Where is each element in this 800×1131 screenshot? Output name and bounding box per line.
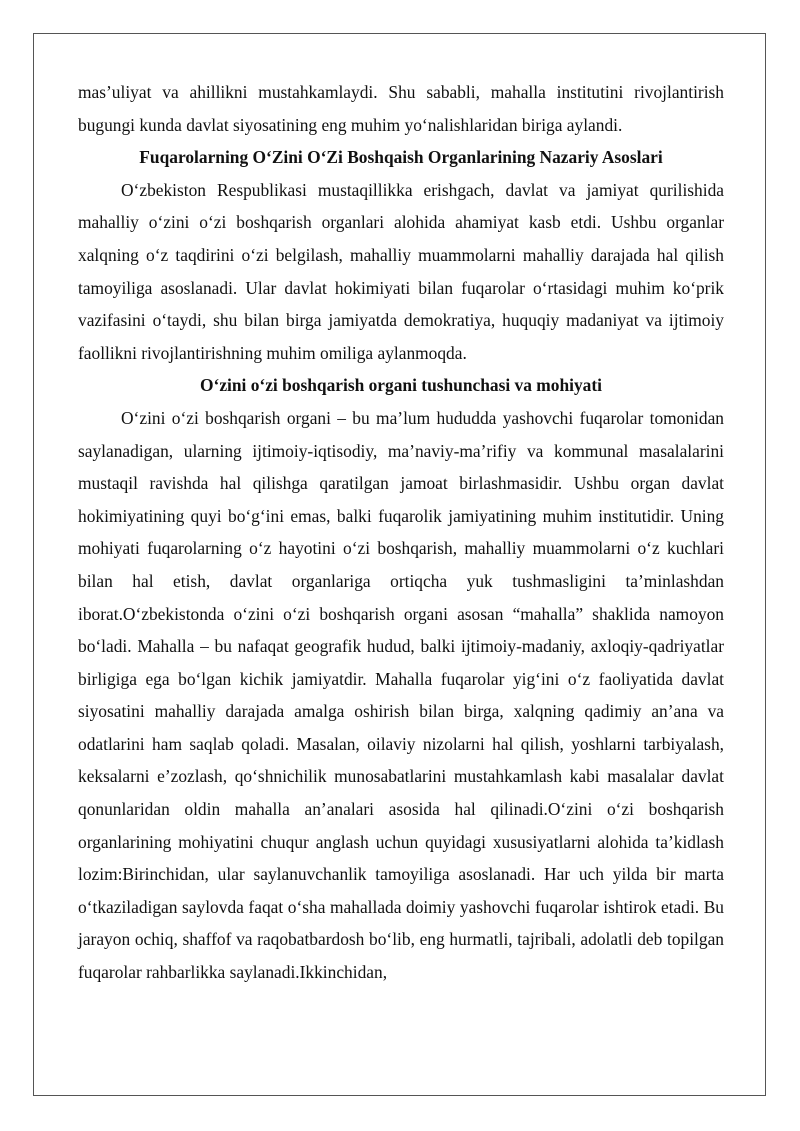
intro-paragraph: mas’uliyat va ahillikni mustahkamlaydi. Shu sababli, mahalla institutini rivojlantirish bugungi kunda davlat siyosatining eng muhim yo‘nalishlaridan biriga aylandi. (78, 82, 724, 135)
section-heading-concept-essence: O‘zini o‘zi boshqarish organi tushunchasi va mohiyati (200, 375, 602, 396)
section-heading-theoretical-foundations: Fuqarolarning O‘Zini O‘Zi Boshqaish Organlarining Nazariy Asoslari (139, 147, 663, 168)
paragraph-independence: O‘zbekiston Respublikasi mustaqillikka erishgach, davlat va jamiyat qurilishida mahalliy o‘zini o‘zi boshqarish organlari alohida ahamiyat kasb etdi. Ushbu organlar xalqning o‘z taqdirini o‘zi belgilash, mahalliy muammolarni mahalliy darajada hal qilish tamoyiliga asoslanadi. Ular davlat hokimiyati bilan fuqarolar o‘rtasidagi muhim ko‘prik vazifasini o‘taydi, shu bilan birga jamiyatda demokratiya, huquqiy madaniyat va ijtimoiy faollikni rivojlantirishning muhim omiliga aylanmoqda. (78, 179, 724, 363)
paragraph-self-government-definition: O‘zini o‘zi boshqarish organi – bu ma’lum hududda yashovchi fuqarolar tomonidan saylanadigan, ularning ijtimoiy-iqtisodiy, ma’naviy-ma’rifiy va kommunal masalalarini mustaqil ravishda hal qilishga qaratilgan jamoat birlashmasidir. Ushbu organ davlat hokimiyatining quyi bo‘g‘ini emas, balki fuqarolik jamiyatining muhim institutidir. Uning mohiyati fuqarolarning o‘z hayotini o‘zi boshqarish, mahalliy muammolarni o‘z kuchlari bilan hal etish, davlat organlariga ortiqcha yuk tushmasligini ta’minlashdan iborat.O‘zbekistonda o‘zini o‘zi boshqarish organi asosan “mahalla” shaklida namoyon bo‘ladi. Mahalla – bu nafaqat geografik hudud, balki ijtimoiy-madaniy, axloqiy-qadriyatlar birligiga ega bo‘lgan kichik jamiyatdir. Mahalla fuqarolar yig‘ini o‘z faoliyatida davlat siyosatini mahalliy darajada amalga oshirish bilan birga, xalqning qadimiy an’ana va odatlarini ham saqlab qoladi. Masalan, oilaviy nizolarni hal qilish, yoshlarni tarbiyalash, keksalarni e’zozlash, qo‘shnichilik munosabatlarini mustahkamlash kabi masalalar davlat qonunlaridan oldin mahalla an’analari asosida hal qilinadi.O‘zini o‘zi boshqarish organlarining mohiyatini chuqur anglash uchun quyidagi xususiyatlarni alohida ta’kidlash lozim:Birinchidan, ular saylanuvchanlik tamoyiliga asoslanadi. Har uch yilda bir marta o‘tkaziladigan saylovda faqat o‘sha mahallada doimiy yashovchi fuqarolar ishtirok etadi. Bu jarayon ochiq, shaffof va raqobatbardosh bo‘lib, eng hurmatli, tajribali, adolatli deb topilgan fuqarolar rahbarlikka saylanadi.Ikkinchidan, (78, 407, 724, 983)
document-body (78, 76, 724, 989)
